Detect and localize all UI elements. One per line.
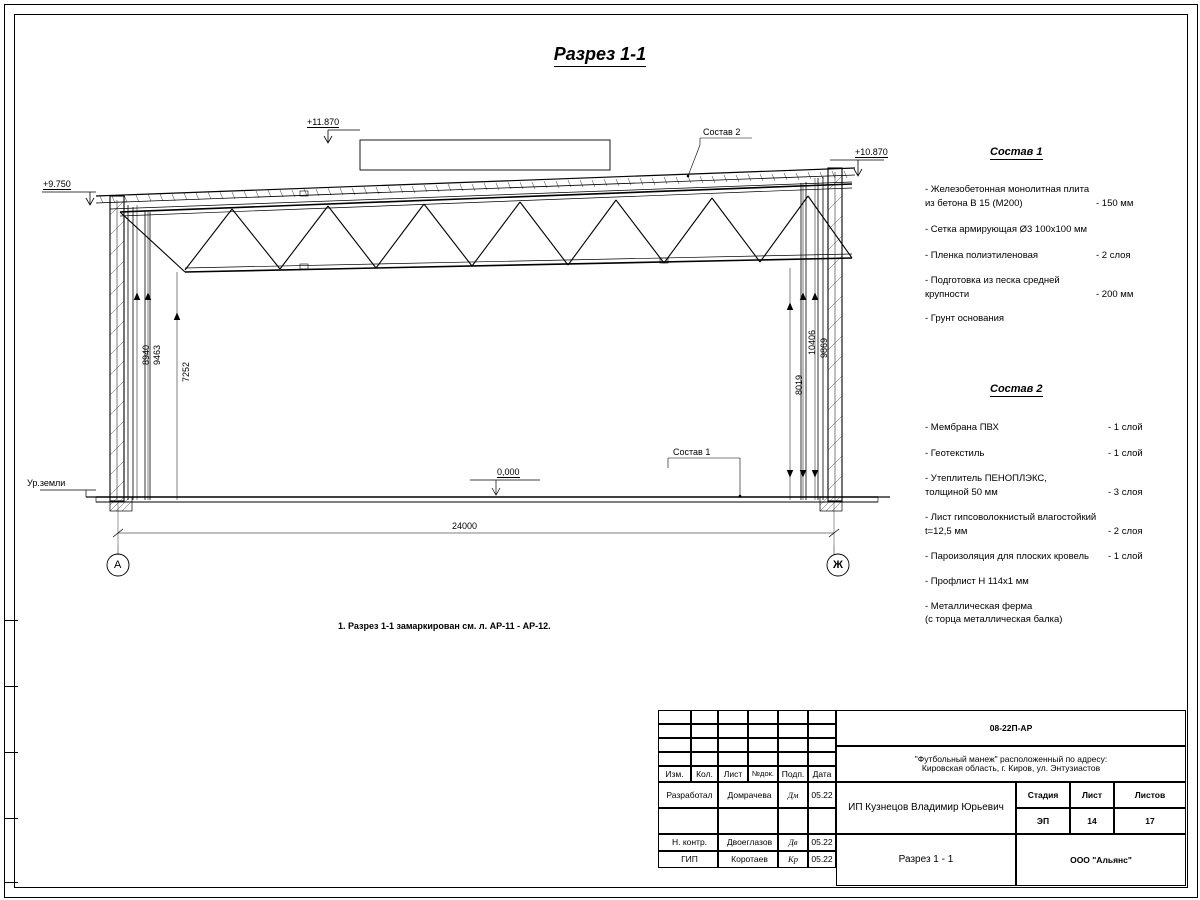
stamp-date-2: 05.22 [808,834,836,851]
stamp-sign-1 [778,808,808,834]
callout-sostav-1: Состав 1 [673,447,711,457]
axis-label-left: А [114,559,122,571]
stamp-name-0: Домрачева [718,782,778,808]
stamp-name-3: Коротаев [718,851,778,868]
spec-2-val-3: - 3 слоя [1108,487,1143,498]
spec-1-header: Состав 1 [990,146,1043,158]
spec-2-item-0: - Мембрана ПВХ [925,422,999,433]
spec-2-item-3: толщиной 50 мм [925,487,998,498]
spec-2-item-4: - Лист гипсоволокнистый влагостойкий [925,512,1097,523]
stamp-role-2: Н. контр. [658,834,718,851]
stamp-grid-c4 [748,710,778,766]
spec-1-item-5: крупности [925,289,970,300]
dim-right-1: 8019 [794,374,804,395]
stamp-grid-c6 [808,710,836,766]
stamp-grid-c5 [778,710,808,766]
level-ridge: +11.870 [307,117,340,127]
stamp-col-kol: Кол. [691,766,718,782]
spec-2-val-5: - 2 слоя [1108,526,1143,537]
spec-2-item-5: t=12,5 мм [925,526,968,537]
stamp-list-header: Лист [1070,782,1114,808]
stamp-project-code: 08-22П-АР [836,710,1186,746]
stamp-company: ООО "Альянс" [1016,834,1186,886]
stamp-sign-3: Кр [778,851,808,868]
drawing-note: 1. Разрез 1-1 замаркирован см. л. АР-11 - АР-12. [338,621,551,631]
stamp-role-3: ГИП [658,851,718,868]
stamp-grid-c1 [658,710,691,766]
dim-left-1: 8940 [141,344,151,365]
stamp-col-list: Лист [718,766,748,782]
axis-label-right: Ж [833,559,843,571]
spec-1-item-2: - Сетка армирующая Ø3 100х100 мм [925,224,1088,235]
spec-1-val-3: - 2 слоя [1096,250,1131,261]
spec-1-val-5: - 200 мм [1096,289,1134,300]
dim-right-2: 10406 [807,329,817,355]
level-right-top: +10.870 [855,147,888,157]
spec-1-item-3: - Пленка полиэтиленовая [925,250,1039,261]
dim-right-3: 9869 [819,337,829,358]
spec-2-val-6: - 1 слой [1108,551,1143,562]
title-block [658,710,1186,886]
spec-2-item-8: - Металлическая ферма [925,601,1033,612]
stamp-grid-c3 [718,710,748,766]
dim-left-3: 7252 [181,361,191,382]
stamp-designer: ИП Кузнецов Владимир Юрьевич [836,782,1016,834]
stamp-stage-value: ЭП [1016,808,1070,834]
stamp-object [836,746,1186,782]
stamp-stage-header: Стадия [1016,782,1070,808]
drawing-title-text: Разрез 1-1 [554,44,646,67]
level-zero: 0,000 [497,467,520,477]
stamp-date-3: 05.22 [808,851,836,868]
dim-left-2: 9463 [152,344,162,365]
stamp-name-1 [718,808,778,834]
spec-1-val-1: - 150 мм [1096,198,1134,209]
stamp-role-1 [658,808,718,834]
spec-2-item-2: - Утеплитель ПЕНОПЛЭКС, [925,473,1047,484]
stamp-col-data: Дата [808,766,836,782]
stamp-sheet-title: Разрез 1 - 1 [836,834,1016,886]
spec-2-val-1: - 1 слой [1108,448,1143,459]
stamp-sheets-header: Листов [1114,782,1186,808]
stamp-sign-0: Дм [778,782,808,808]
spec-2-header: Состав 2 [990,383,1043,395]
stamp-name-2: Двоеглазов [718,834,778,851]
level-left-top: +9.750 [43,179,71,189]
stamp-role-0: Разработал [658,782,718,808]
spec-2-item-9: (с торца металлическая балка) [925,614,1063,625]
stamp-grid-c2 [691,710,718,766]
spec-1-item-4: - Подготовка из песка средней [925,275,1060,286]
stamp-col-podp: Подп. [778,766,808,782]
stamp-object-line2: Кировская область, г. Киров, ул. Энтузиастов [921,763,1101,773]
spec-1-item-0: - Железобетонная монолитная плита [925,184,1090,195]
spec-2-val-0: - 1 слой [1108,422,1143,433]
spec-1-item-1: из бетона В 15 (М200) [925,198,1023,209]
stamp-object-line1: "Футбольный манеж" расположенный по адресу: [914,754,1108,765]
spec-1-item-6: - Грунт основания [925,313,1005,324]
stamp-list-value: 14 [1070,808,1114,834]
stamp-date-1 [808,808,836,834]
level-ground: Ур.земли [27,478,66,488]
stamp-date-0: 05.22 [808,782,836,808]
spec-2-item-1: - Геотекстиль [925,448,985,459]
stamp-sign-2: Дв [778,834,808,851]
spec-2-item-7: - Профлист Н 114х1 мм [925,576,1029,587]
callout-sostav-2: Состав 2 [703,127,741,137]
stamp-sheets-value: 17 [1114,808,1186,834]
stamp-col-izm: Изм. [658,766,691,782]
dim-overall-width: 24000 [452,521,478,531]
spec-2-item-6: - Пароизоляция для плоских кровель [925,551,1090,562]
stamp-col-ndok: №док. [748,766,778,782]
margin-marks [4,620,18,896]
